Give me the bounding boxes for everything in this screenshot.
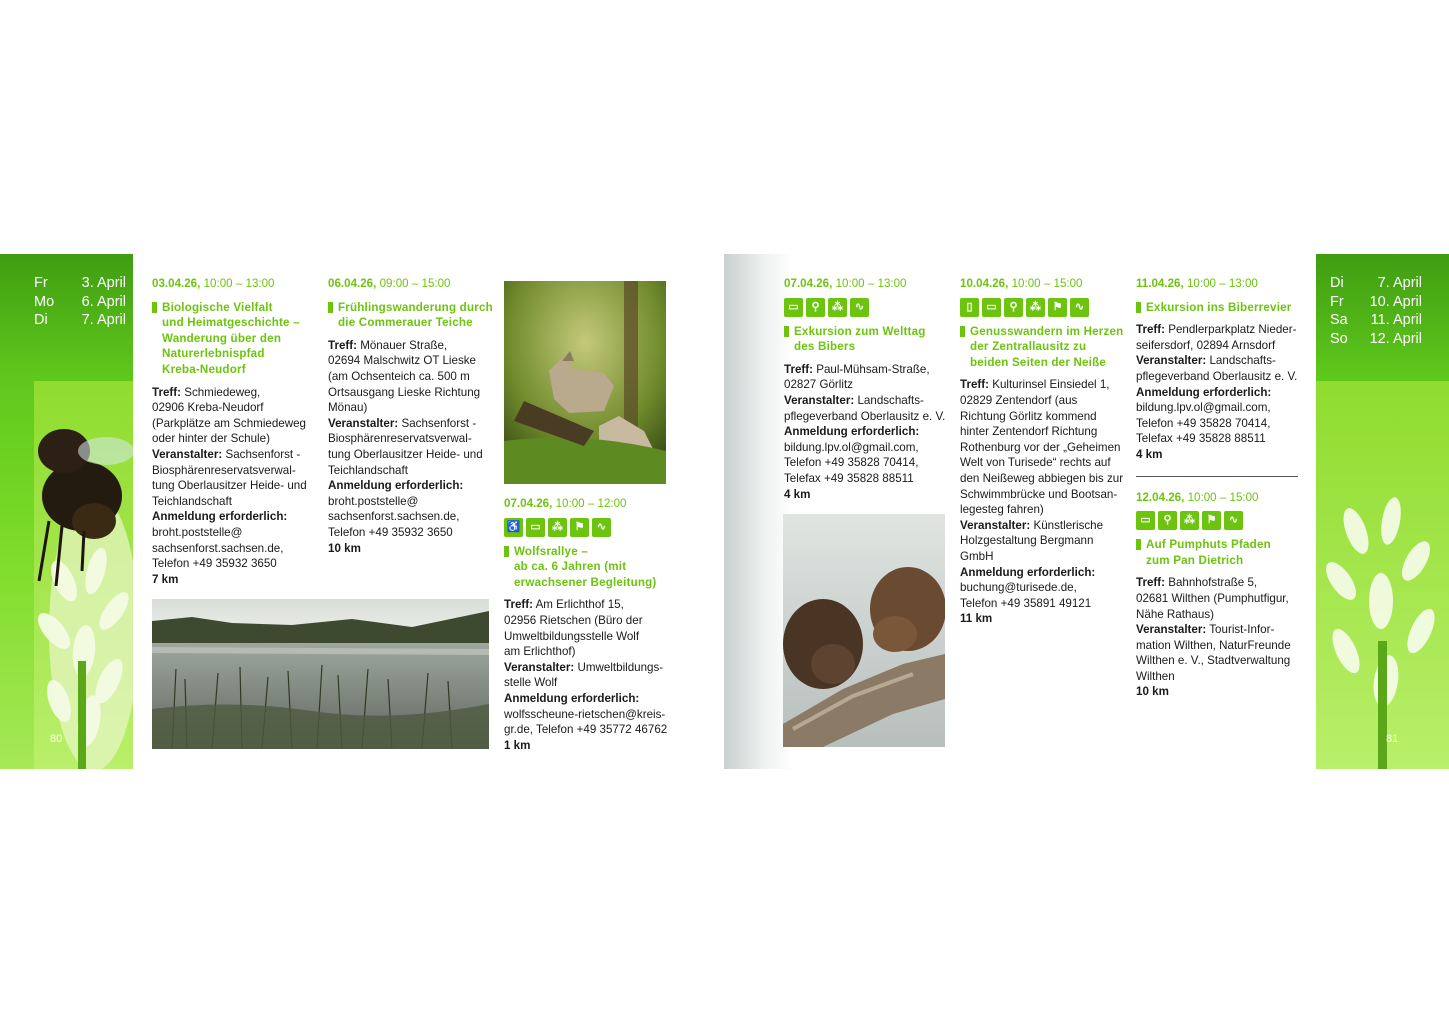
- event-date: [1136, 276, 1304, 292]
- hiking-icon: ⚑: [570, 518, 589, 537]
- veranstalter-value: Sachsenforst -: [222, 447, 301, 461]
- treff-label: Treff:: [1136, 323, 1165, 337]
- band-day: Di: [1330, 275, 1344, 291]
- treff-label: Treff:: [328, 338, 357, 352]
- band-date: 6. April: [81, 293, 126, 310]
- anmeldung-line: sachsenforst.sachsen.de,: [328, 510, 460, 524]
- event-card: [152, 276, 317, 587]
- veranstalter-label: Veranstalter:: [960, 518, 1031, 532]
- hiking-icon: ⚑: [1048, 298, 1067, 317]
- event-column: [1136, 276, 1304, 700]
- treff-line: Mönau): [328, 401, 368, 415]
- treff-line: 02694 Malschwitz OT Lieske: [328, 354, 476, 368]
- event-time: 10:00 – 13:00: [1186, 277, 1258, 290]
- event-icons: [504, 518, 674, 537]
- veranstalter-value: Tourist-Infor-: [1206, 623, 1275, 637]
- anmeldung-line: bildung.lpv.ol@gmail.com,: [1136, 401, 1271, 415]
- event-date-value: 12.04.26,: [1136, 490, 1185, 504]
- treff-label: Treff:: [960, 378, 989, 392]
- band-day: Fr: [34, 275, 48, 291]
- anmeldung-label: Anmeldung erforderlich:: [504, 691, 640, 705]
- bus-icon: ▭: [526, 518, 545, 537]
- anmeldung-label: Anmeldung erforderlich:: [960, 565, 1096, 579]
- anmeldung-line: wolfsscheune-rietschen@kreis-: [504, 707, 666, 721]
- wolves-photo: [504, 281, 666, 484]
- terrain-icon: ∿: [592, 518, 611, 537]
- treff-label: Treff:: [504, 598, 533, 612]
- event-date: [960, 276, 1125, 292]
- event-title-line: Naturerlebnispfad: [162, 347, 265, 361]
- band-day: Mo: [34, 293, 55, 310]
- anmeldung-label: Anmeldung erforderlich:: [152, 510, 288, 524]
- veranstalter-value: Künstlerische: [1030, 518, 1104, 532]
- anmeldung-line: Telefon +49 35891 49121: [960, 596, 1092, 610]
- treff-line: (am Ochsenteich ca. 500 m: [328, 369, 470, 383]
- treff-line: Nähe Rathaus): [1136, 607, 1214, 621]
- event-veranstalter: [152, 447, 317, 463]
- event-date: [152, 276, 317, 292]
- event-title-line: Wanderung über den: [162, 331, 282, 345]
- event-title-line: Wolfsrallye –: [514, 544, 588, 558]
- veranstalter-value: Landschafts-: [854, 393, 924, 407]
- event-veranstalter: [1136, 622, 1304, 638]
- event-time: 10:00 – 12:00: [555, 497, 627, 510]
- treff-line: 02956 Rietschen (Büro der: [504, 613, 643, 627]
- treff-value: Pendlerparkplatz Nieder-: [1164, 323, 1297, 337]
- event-title-line: Exkursion zum Welttag: [794, 324, 926, 338]
- event-distance: 11 km: [960, 612, 993, 626]
- treff-value: Am Erlichthof 15,: [532, 598, 624, 612]
- treff-line: oder hinter der Schule): [152, 432, 270, 446]
- event-veranstalter: [1136, 353, 1304, 369]
- treff-line: 02827 Görlitz: [784, 378, 853, 392]
- event-icons: [960, 298, 1125, 317]
- treff-label: Treff:: [152, 385, 181, 399]
- event-date: [784, 276, 949, 292]
- page-number: 81: [1386, 733, 1399, 745]
- event-distance: 1 km: [504, 738, 531, 752]
- event-time: 10:00 – 13:00: [835, 277, 907, 290]
- event-title: [960, 324, 1125, 371]
- band-date: 3. April: [81, 275, 126, 291]
- event-date-value: 11.04.26,: [1136, 277, 1184, 290]
- family-icon: ⁂: [548, 518, 567, 537]
- event-icons: [784, 298, 949, 317]
- treff-value: Mönauer Straße,: [356, 338, 448, 352]
- left-band-dates: [34, 274, 126, 330]
- event-veranstalter: [504, 660, 674, 676]
- bus-icon: ▭: [982, 298, 1001, 317]
- restaurant-icon: ⚲: [806, 298, 825, 317]
- event-title: [328, 300, 493, 331]
- event-title-line: der Zentrallausitz zu: [970, 340, 1087, 354]
- terrain-icon: ∿: [1070, 298, 1089, 317]
- pond-reeds-photo: [152, 599, 489, 749]
- event-veranstalter: [960, 518, 1125, 534]
- band-date-row: [1330, 311, 1422, 330]
- event-title-line: und Heimatgeschichte –: [162, 316, 300, 330]
- treff-line: Schwimmbrücke und Bootsan-: [960, 487, 1118, 501]
- terrain-icon: ∿: [1224, 511, 1243, 530]
- band-date-row: [34, 274, 126, 293]
- veranstalter-line: tung Oberlausitzer Heide- und: [152, 479, 307, 493]
- anmeldung-label: Anmeldung erforderlich:: [1136, 385, 1272, 399]
- treff-line: am Erlichthof): [504, 645, 576, 659]
- anmeldung-line: bildung.lpv.ol@gmail.com,: [784, 440, 919, 454]
- treff-line: legesteg fahren): [960, 503, 1044, 517]
- family-icon: ⁂: [1180, 511, 1199, 530]
- event-treff: [152, 385, 317, 401]
- anmeldung-line: Telefax +49 35828 88511: [784, 471, 914, 485]
- event-title-line: erwachsener Begleitung): [514, 575, 657, 589]
- treff-line: Richtung Görlitz kommend: [960, 409, 1097, 423]
- treff-line: seifersdorf, 02894 Arnsdorf: [1136, 338, 1276, 352]
- page-number: 80: [50, 733, 63, 745]
- white-flower-photo: [1316, 381, 1449, 769]
- veranstalter-value: Umweltbildungs-: [574, 660, 664, 674]
- event-title-line: die Commerauer Teiche: [338, 316, 473, 330]
- anmeldung-line: Telefon +49 35828 70414,: [1136, 416, 1271, 430]
- family-icon: ⁂: [828, 298, 847, 317]
- event-divider: [1136, 476, 1298, 477]
- event-time: 10:00 – 13:00: [203, 277, 275, 290]
- treff-line: (Parkplätze am Schmiedeweg: [152, 416, 307, 430]
- band-date-row: [1330, 330, 1422, 349]
- anmeldung-line: Telefon +49 35828 70414,: [784, 456, 919, 470]
- restaurant-icon: ⚲: [1158, 511, 1177, 530]
- veranstalter-value: Sachsenforst -: [398, 416, 477, 430]
- veranstalter-value: Landschafts-: [1206, 354, 1276, 368]
- anmeldung-line: Telefon +49 35932 3650: [152, 557, 277, 571]
- event-time: 10:00 – 15:00: [1187, 490, 1259, 504]
- band-date: 7. April: [81, 312, 126, 329]
- event-icons: [1136, 511, 1304, 530]
- band-day: Fr: [1330, 293, 1344, 310]
- event-distance: 10 km: [1136, 685, 1169, 699]
- event-title: [504, 544, 674, 591]
- anmeldung-line: buchung@turisede.de,: [960, 581, 1077, 595]
- veranstalter-label: Veranstalter:: [1136, 354, 1207, 368]
- treff-value: Schmiedeweg,: [180, 385, 261, 399]
- anmeldung-line: broht.poststelle@: [328, 494, 419, 508]
- treff-line: 02681 Wilthen (Pumphutfigur,: [1136, 591, 1289, 605]
- band-day: Di: [34, 312, 48, 329]
- event-card: [1136, 276, 1304, 463]
- veranstalter-line: Wilthen: [1136, 669, 1175, 683]
- event-title-line: zum Pan Dietrich: [1146, 553, 1244, 567]
- event-date: [504, 496, 674, 512]
- treff-line: 02829 Zentendorf (aus: [960, 393, 1078, 407]
- left-page: [0, 254, 724, 769]
- restaurant-icon: ⚲: [1004, 298, 1023, 317]
- veranstalter-line: GmbH: [960, 549, 994, 563]
- event-title-line: beiden Seiten der Neiße: [970, 355, 1107, 369]
- veranstalter-line: Teichlandschaft: [328, 463, 408, 477]
- event-time: 10:00 – 15:00: [1011, 277, 1083, 290]
- event-title: [152, 300, 317, 378]
- band-date: 12. April: [1369, 330, 1422, 347]
- veranstalter-line: Biosphärenreservatsverwal-: [328, 432, 472, 446]
- event-title-line: Frühlingswanderung durch: [338, 300, 493, 314]
- family-icon: ⁂: [1026, 298, 1045, 317]
- anmeldung-line: Telefon +49 35932 3650: [328, 525, 453, 539]
- event-card: [784, 276, 949, 502]
- treff-line: 02906 Kreba-Neudorf: [152, 401, 264, 415]
- event-date-value: 07.04.26,: [784, 277, 833, 290]
- veranstalter-line: Biosphärenreservatsverwal-: [152, 463, 296, 477]
- event-date: [1136, 490, 1304, 506]
- treff-value: Paul-Mühsam-Straße,: [812, 362, 930, 376]
- beavers-photo: [783, 514, 945, 747]
- right-band-dates: [1330, 274, 1422, 348]
- event-title-line: Genusswandern im Herzen: [970, 324, 1124, 338]
- treff-value: Kulturinsel Einsiedel 1,: [988, 378, 1110, 392]
- event-treff: [784, 362, 949, 378]
- event-card: [504, 496, 674, 753]
- event-date: [328, 276, 493, 292]
- veranstalter-label: Veranstalter:: [784, 393, 855, 407]
- anmeldung-line: Telefax +49 35828 88511: [1136, 432, 1266, 446]
- event-time: 09:00 – 15:00: [379, 277, 451, 290]
- event-treff: [1136, 575, 1304, 591]
- treff-line: Umweltbildungsstelle Wolf: [504, 629, 640, 643]
- treff-line: den Neißeweg abbiegen bis zur: [960, 471, 1124, 485]
- event-title-line: Auf Pumphuts Pfaden: [1146, 538, 1271, 552]
- event-date-value: 10.04.26,: [960, 277, 1009, 290]
- event-title-line: Exkursion ins Biberrevier: [1146, 300, 1292, 314]
- anmeldung-label: Anmeldung erforderlich:: [328, 479, 464, 493]
- event-treff: [328, 338, 493, 354]
- event-distance: 7 km: [152, 572, 179, 586]
- veranstalter-label: Veranstalter:: [152, 447, 223, 461]
- event-title-line: Kreba-Neudorf: [162, 362, 246, 376]
- veranstalter-line: tung Oberlausitzer Heide- und: [328, 447, 483, 461]
- phone-icon: ▯: [960, 298, 979, 317]
- terrain-icon: ∿: [850, 298, 869, 317]
- veranstalter-line: stelle Wolf: [504, 676, 558, 690]
- band-date-row: [34, 293, 126, 312]
- event-date-value: 06.04.26,: [328, 277, 377, 290]
- veranstalter-line: Wilthen e. V., Stadtverwaltung: [1136, 654, 1291, 668]
- treff-label: Treff:: [784, 362, 813, 376]
- treff-line: Welt von Turisede“ rechts auf: [960, 456, 1111, 470]
- wheelchair-icon: ♿: [504, 518, 523, 537]
- treff-line: Ortsausgang Lieske Richtung: [328, 385, 481, 399]
- event-title-line: ab ca. 6 Jahren (mit: [514, 560, 627, 574]
- anmeldung-line: sachsenforst.sachsen.de,: [152, 541, 284, 555]
- veranstalter-label: Veranstalter:: [1136, 623, 1207, 637]
- right-page: [724, 254, 1449, 769]
- band-date: 7. April: [1377, 275, 1422, 291]
- event-distance: 10 km: [328, 541, 361, 555]
- event-veranstalter: [328, 416, 493, 432]
- veranstalter-line: Holzgestaltung Bergmann: [960, 534, 1094, 548]
- anmeldung-label: Anmeldung erforderlich:: [784, 425, 920, 439]
- hiking-icon: ⚑: [1202, 511, 1221, 530]
- event-treff: [960, 377, 1125, 393]
- band-date-row: [34, 311, 126, 330]
- event-treff: [1136, 322, 1304, 338]
- veranstalter-label: Veranstalter:: [328, 416, 399, 430]
- event-date-value: 03.04.26,: [152, 277, 201, 290]
- treff-line: hinter Zentendorf Richtung: [960, 425, 1098, 439]
- event-distance: 4 km: [784, 487, 811, 501]
- bus-icon: ▭: [784, 298, 803, 317]
- event-title: [1136, 300, 1304, 316]
- band-date-row: [1330, 274, 1422, 293]
- band-date: 10. April: [1369, 293, 1422, 310]
- event-card: [1136, 490, 1304, 701]
- event-treff: [504, 597, 674, 613]
- band-date-row: [1330, 293, 1422, 312]
- event-date-value: 07.04.26,: [504, 497, 553, 510]
- event-veranstalter: [784, 393, 949, 409]
- veranstalter-line: mation Wilthen, NaturFreunde: [1136, 638, 1291, 652]
- event-title-line: Biologische Vielfalt: [162, 300, 273, 314]
- event-card: [328, 276, 493, 556]
- band-day: Sa: [1330, 312, 1348, 329]
- veranstalter-line: pflegeverband Oberlausitz e. V.: [784, 409, 946, 423]
- bumblebee-flower-photo: [34, 381, 133, 769]
- event-title: [784, 324, 949, 355]
- bus-icon: ▭: [1136, 511, 1155, 530]
- event-title-line: des Bibers: [794, 340, 856, 354]
- anmeldung-line: gr.de, Telefon +49 35772 46762: [504, 723, 668, 737]
- right-date-band: [1316, 254, 1449, 769]
- band-day: So: [1330, 330, 1348, 347]
- left-date-band: [0, 254, 133, 769]
- event-distance: 4 km: [1136, 447, 1163, 461]
- treff-label: Treff:: [1136, 576, 1165, 590]
- treff-line: Rothenburg vor der „Geheimen: [960, 440, 1121, 454]
- event-title: [1136, 537, 1304, 568]
- veranstalter-line: pflegeverband Oberlausitz e. V.: [1136, 369, 1298, 383]
- treff-value: Bahnhofstraße 5,: [1164, 576, 1258, 590]
- band-date: 11. April: [1370, 312, 1422, 329]
- veranstalter-line: Teichlandschaft: [152, 494, 232, 508]
- anmeldung-line: broht.poststelle@: [152, 525, 243, 539]
- veranstalter-label: Veranstalter:: [504, 660, 575, 674]
- event-card: [960, 276, 1125, 627]
